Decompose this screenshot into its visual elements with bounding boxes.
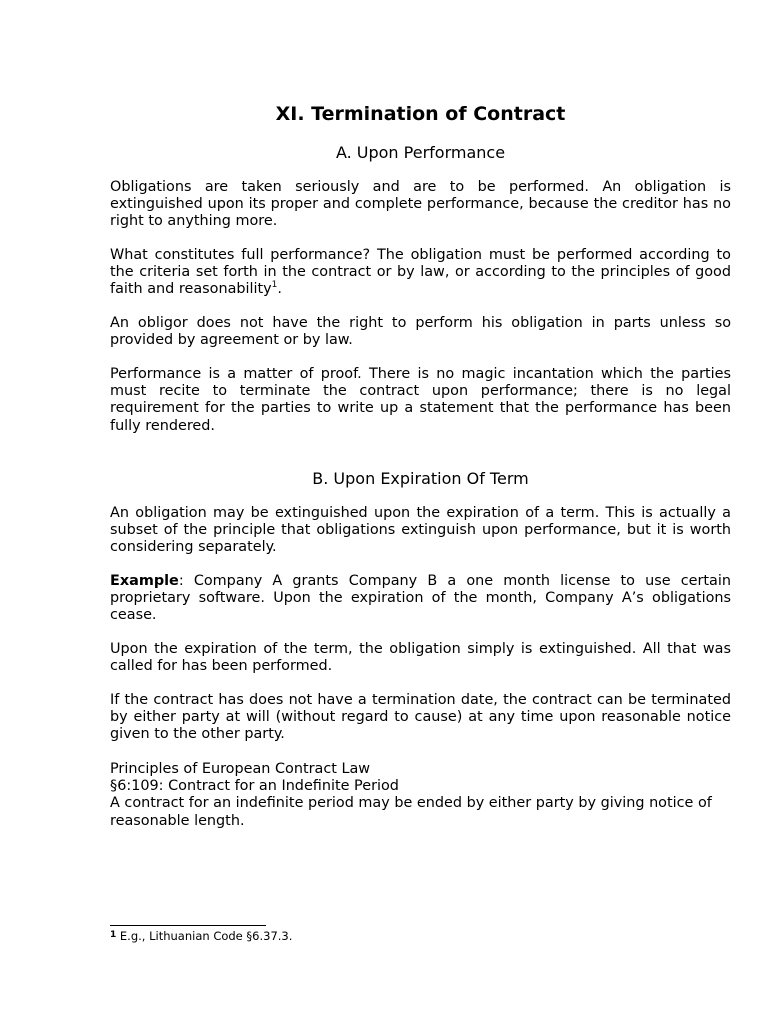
footnote (110, 927, 292, 944)
paragraph-obligation-extinguished: Upon the expiration of the term, the obligation simply is extinguished. All that was called for has been performed. (110, 641, 731, 675)
footnote-separator (110, 925, 266, 926)
paragraph-matter-of-proof: Performance is a matter of proof. There is no magic incantation which the parties must recite to terminate the contract upon performance; there is no legal requirement for the parties to write up a statement that the performance has been fully rendered. (110, 366, 731, 434)
example-text: : Company A grants Company B a one month license to use certain proprietary software. Upon the expiration of the month, Company A’s obligations cease. (110, 573, 731, 624)
section-heading-upon-performance: A. Upon Performance (335, 143, 506, 162)
footnote-text: E.g., Lithuanian Code §6.37.3. (116, 929, 293, 943)
example-label: Example (110, 573, 179, 589)
paragraph-example (110, 573, 731, 625)
paragraph-no-termination-date: If the contract has does not have a termination date, the contract can be terminated by either party at will (without regard to cause) at any time upon reasonable notice given to the other party. (110, 692, 731, 743)
pecl-quote-block (110, 761, 731, 830)
document-title: XI. Termination of Contract (275, 103, 566, 125)
footnote-mark: 1 (110, 930, 117, 940)
paragraph-performance-in-parts: An obligor does not have the right to perform his obligation in parts unless so provided by agreement or by law. (110, 315, 731, 349)
paragraph-full-performance-end: . (277, 281, 282, 298)
paragraph-full-performance (110, 247, 731, 299)
paragraph-obligations-performed: Obligations are taken seriously and are to be performed. An obligation is extinguished upon its proper and complete performance, because the creditor has no right to anything more. (110, 179, 731, 230)
footnote-reference[interactable]: 1 (271, 280, 278, 291)
pecl-text: A contract for an indefinite period may be ended by either party by giving notice of reasonable length. (110, 795, 712, 829)
pecl-source: Principles of European Contract Law (110, 761, 371, 777)
paragraph-full-performance-text: What constitutes full performance? The obligation must be performed according to the criteria set forth in the contract or by law, or according to the principles of good faith and reasonability (110, 247, 731, 298)
section-heading-expiration-of-term: B. Upon Expiration Of Term (312, 469, 529, 488)
pecl-article: §6:109: Contract for an Indefinite Period (110, 778, 399, 795)
paragraph-expiration-of-term: An obligation may be extinguished upon the expiration of a term. This is actually a subset of the principle that obligations extinguish upon performance, but it is worth considering separately. (110, 505, 731, 556)
